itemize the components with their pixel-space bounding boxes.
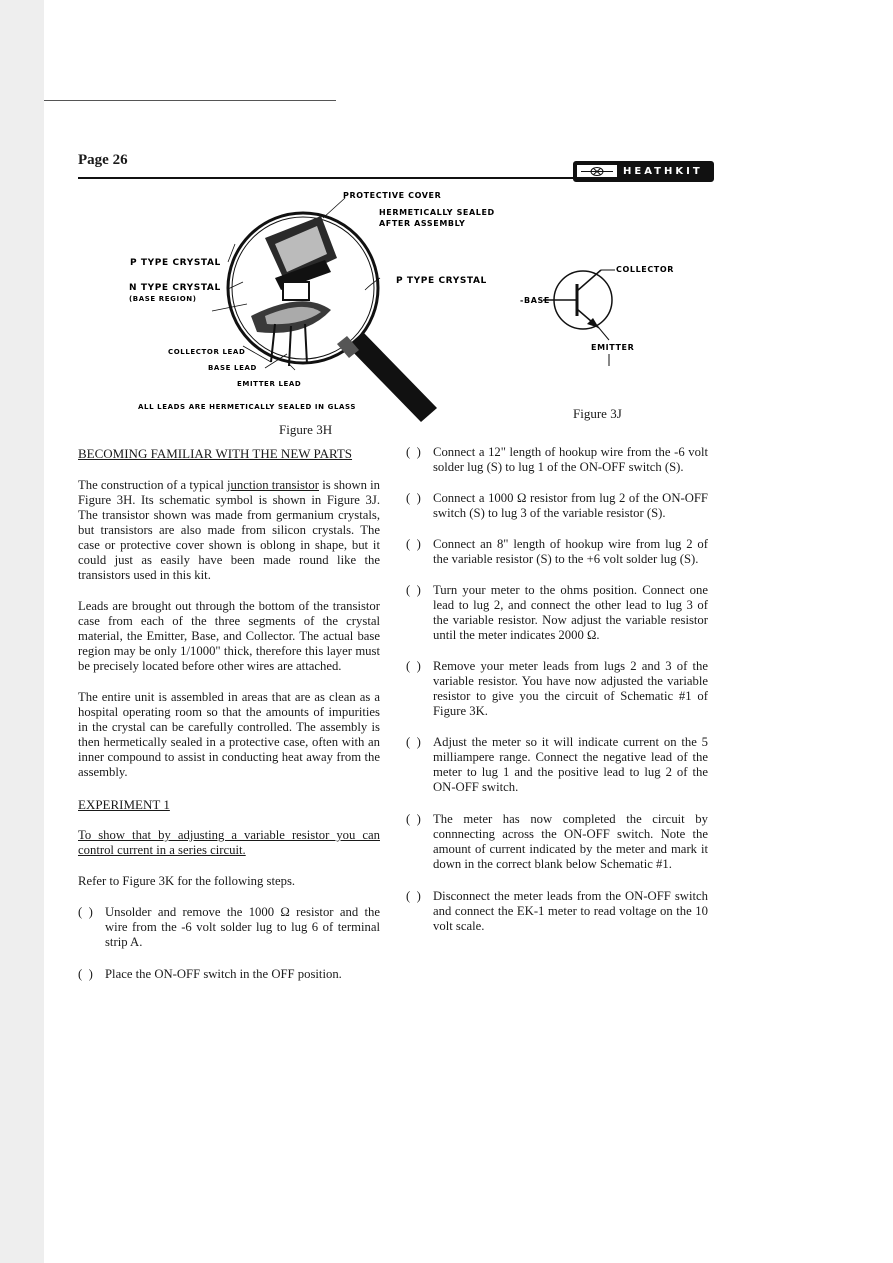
junction-transistor-term: junction transistor	[227, 478, 320, 492]
label-sealed-line1: HERMETICALLY SEALED	[379, 208, 495, 217]
experiment-objective: To show that by adjusting a variable resistor you can control current in a series circuit.	[78, 828, 380, 857]
figure-3j-symbol	[515, 258, 705, 370]
transistor-collector-lead	[577, 270, 601, 291]
step-text: Connect a 12" length of hookup wire from the -6 volt solder lug (S) to lug 1 of the ON-OFF switch (S).	[433, 445, 708, 474]
right-column	[406, 445, 708, 934]
paragraph-leads: Leads are brought out through the bottom of the transistor case from each of the three segments of the crystal material, the Emitter, Base, and Collector. The actual base region may be only 1/1000" thick, therefore this layer must be precisely located before other wires are attached.	[78, 599, 380, 673]
label-all-leads: ALL LEADS ARE HERMETICALLY SEALED IN GLASS	[138, 403, 357, 411]
para1-prefix: The construction of a typical	[78, 478, 228, 492]
figure-3h-drawing	[125, 186, 495, 426]
step-checkbox[interactable]: ( )	[406, 659, 421, 673]
label-n-type: N TYPE CRYSTAL	[129, 283, 221, 293]
section-heading: BECOMING FAMILIAR WITH THE NEW PARTS	[78, 446, 353, 461]
label-collector: COLLECTOR	[616, 265, 675, 274]
label-p-type-left: P TYPE CRYSTAL	[130, 258, 221, 268]
refer-line: Refer to Figure 3K for the following steps.	[78, 874, 296, 888]
label-emitter-lead: EMITTER LEAD	[237, 380, 302, 388]
paragraph-construction	[78, 478, 380, 583]
label-sealed-line2: AFTER ASSEMBLY	[379, 219, 466, 228]
step-checkbox[interactable]: ( )	[406, 583, 421, 597]
step-item	[406, 812, 708, 872]
para1-rest: is shown in Figure 3H. Its schematic symbol is shown in Figure 3J. The transistor shown was made from germanium crystals, but transistors are also made from silicon crystals. The case or protective cover shown is oblong in shape, but it could just as easily have been made round like the transistors used in this kit.	[78, 478, 380, 582]
step-checkbox[interactable]: ( )	[406, 889, 421, 903]
step-text: Remove your meter leads from lugs 2 and 3 of the variable resistor. You have now adjusted the variable resistor to give you the circuit of Schematic #1 of Figure 3K.	[433, 659, 708, 718]
step-text: Unsolder and remove the 1000 Ω resistor and the wire from the -6 volt solder lug to lug 6 of terminal strip A.	[105, 905, 380, 949]
step-checkbox[interactable]: ( )	[406, 491, 421, 505]
scan-margin	[0, 0, 44, 1263]
step-item	[406, 659, 708, 719]
step-text: Adjust the meter so it will indicate current on the 5 milliampere range. Connect the negative lead of the meter to lug 1 and the positive lead to lug 2 of the ON-OFF switch.	[433, 735, 708, 794]
step-text: Place the ON-OFF switch in the OFF position.	[105, 967, 342, 981]
paragraph-assembly: The entire unit is assembled in areas that are as clean as a hospital operating room so that the amounts of impurities in the crystal can be carefully controlled. The assembly is then hermetically sealed in a protective case, often with an inner compound to assist in conducting heat away from the assembly.	[78, 690, 380, 779]
label-base: BASE	[524, 296, 550, 305]
step-text: Turn your meter to the ohms position. Connect one lead to lug 2, and connect the other lead to lug 3 of the variable resistor. Now adjust the variable resistor until the meter indicates 2000 Ω.	[433, 583, 708, 642]
experiment-heading: EXPERIMENT 1	[78, 797, 170, 812]
figure-3j-caption: Figure 3J	[573, 406, 622, 421]
step-item	[406, 583, 708, 643]
step-checkbox[interactable]: ( )	[406, 445, 421, 459]
label-protective-cover: PROTECTIVE COVER	[343, 191, 442, 200]
label-base-lead: BASE LEAD	[208, 364, 257, 372]
label-p-type-right: P TYPE CRYSTAL	[396, 276, 487, 286]
step-item	[78, 905, 380, 950]
step-checkbox[interactable]: ( )	[78, 905, 93, 919]
step-text: The meter has now completed the circuit by connnecting across the ON-OFF switch. Note the amount of current indicated by the meter and mark it down in the correct blank below Schematic #1.	[433, 812, 708, 871]
step-checkbox[interactable]: ( )	[406, 812, 421, 826]
label-base-region: (BASE REGION)	[129, 295, 197, 303]
figure-3h-caption: Figure 3H	[279, 422, 333, 437]
step-item	[406, 735, 708, 795]
step-checkbox[interactable]: ( )	[78, 967, 93, 981]
logo-text: HEATHKIT	[623, 166, 703, 177]
page-number: Page 26	[78, 152, 128, 168]
step-item	[406, 491, 708, 521]
transistor-emitter-ext	[599, 328, 609, 340]
left-column	[78, 446, 380, 982]
step-item	[406, 445, 708, 475]
step-item	[78, 967, 380, 982]
scan-artifact-line	[44, 100, 336, 101]
label-collector-lead: COLLECTOR LEAD	[168, 348, 246, 356]
step-text: Connect an 8" length of hookup wire from lug 2 of the variable resistor (S) to the +6 volt solder lug (S).	[433, 537, 708, 566]
label-emitter: EMITTER	[591, 343, 635, 352]
step-text: Connect a 1000 Ω resistor from lug 2 of the ON-OFF switch (S) to lug 3 of the variable resistor (S).	[433, 491, 708, 520]
step-item	[406, 537, 708, 567]
step-text: Disconnect the meter leads from the ON-OFF switch and connect the EK-1 meter to read voltage on the 10 volt scale.	[433, 889, 708, 933]
transistor-case	[251, 216, 337, 366]
header-rule	[78, 177, 710, 179]
step-item	[406, 889, 708, 934]
label-base-prefix: -	[520, 296, 524, 305]
step-checkbox[interactable]: ( )	[406, 735, 421, 749]
step-checkbox[interactable]: ( )	[406, 537, 421, 551]
